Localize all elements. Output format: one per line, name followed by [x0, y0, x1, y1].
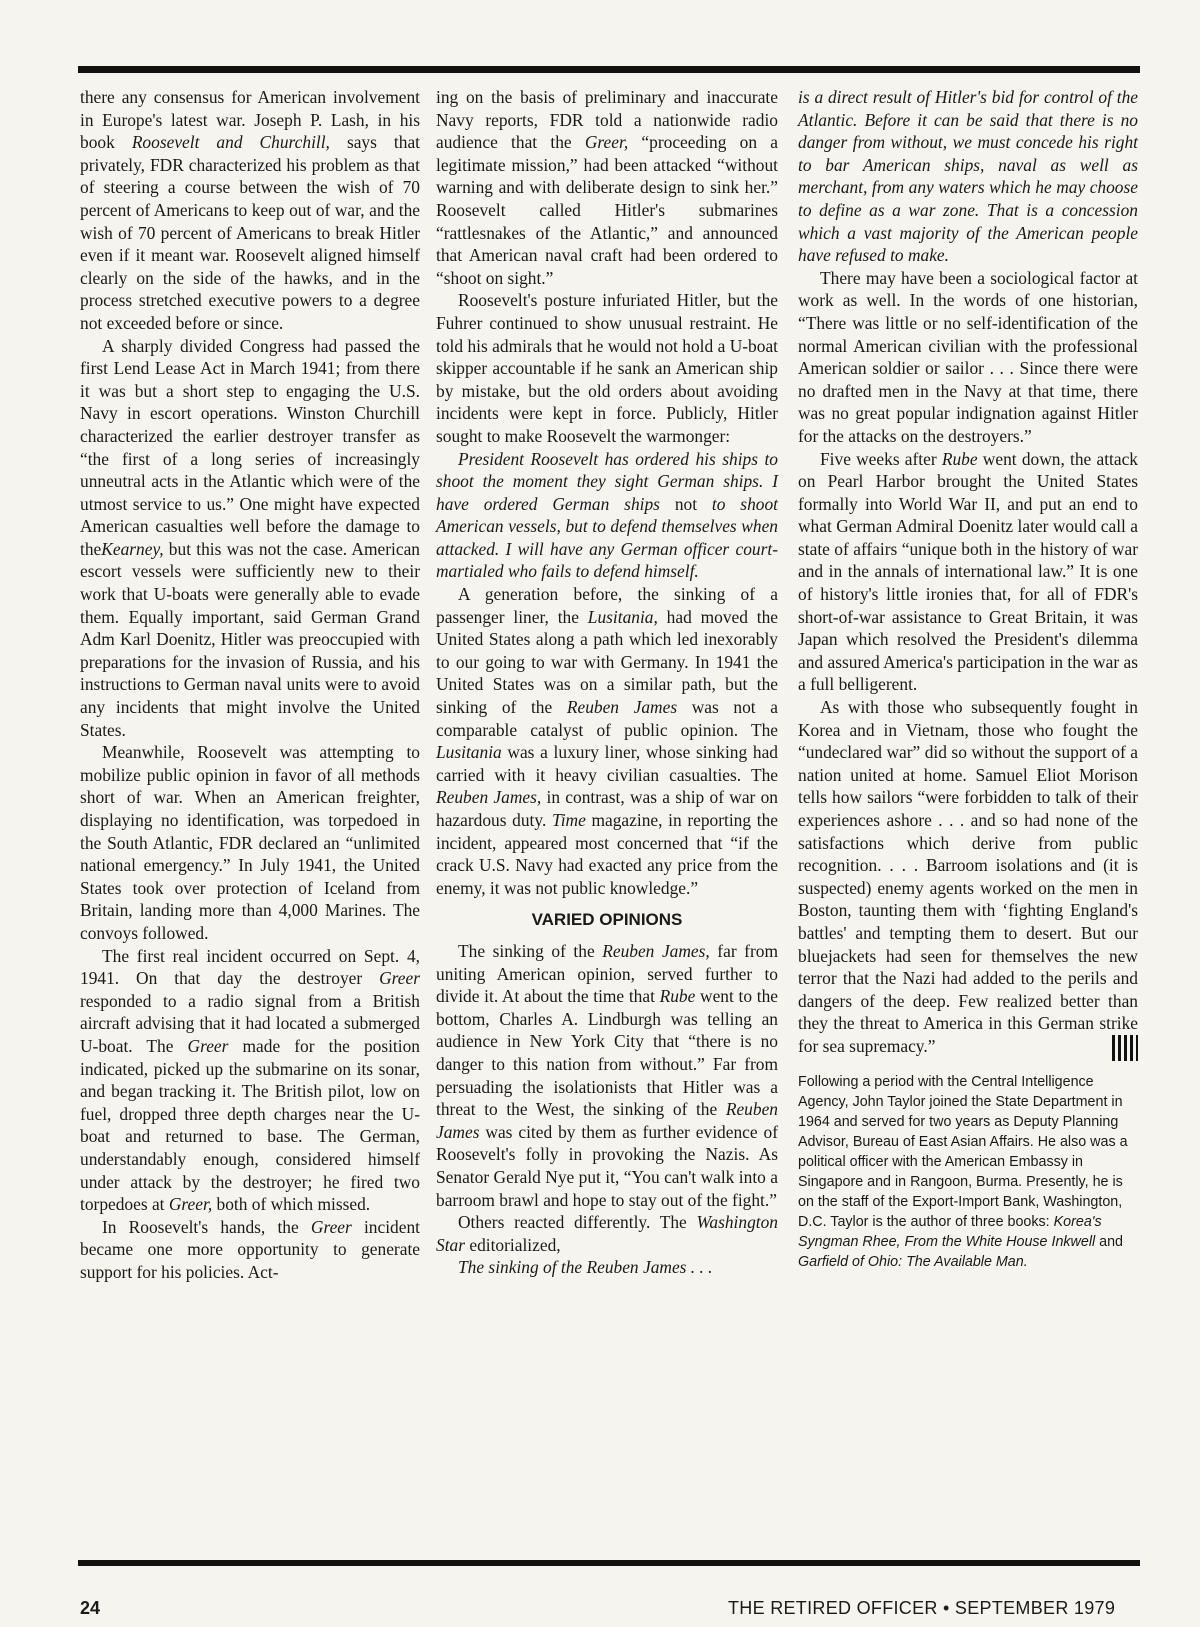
paragraph: A generation before, the sinking of a passenger liner, the Lusitania, had moved the United States along a path which led inexorably to our going to war with Germany. In 1941 the United States was on a similar path, but the sinking of the Reuben James was not a comparable catalyst of public opinion. The Lusitania was a luxury liner, whose sinking had carried with it heavy civilian casualties. The Reuben James, in contrast, was a ship of war on hazardous duty. Time magazine, in reporting the incident, appeared most concerned that “if the crack U.S. Navy had exacted any price from the enemy, it was not public knowledge.” [436, 584, 778, 898]
paragraph: The sinking of the Reuben James, far from uniting American opinion, served further to divide it. At about the time that Rube went to the bottom, Charles A. Lindburgh was telling an audience in New York City that “there is no danger to this nation from without.” Far from persuading the isolationists that Hitler was a threat to the West, the sinking of the Reuben James was cited by them as further evidence of Roosevelt's folly in provoking the Nazis. As Senator Gerald Nye put it, “You can't walk into a barroom brawl and hope to stay out of the fight.” [436, 940, 778, 1210]
paragraph: Five weeks after Rube went down, the attack on Pearl Harbor brought the United States formally into World War II, and put an end to what German Admiral Doenitz later would call a state of affairs “unique both in the history of war and in the annals of international law.” It is one of history's little ironies that, for all of FDR's short-of-war assistance to Great Britain, it was Japan which resolved the President's dilemma and assured America's participation in the war as a full belligerent. [798, 448, 1138, 695]
paragraph: The first real incident occurred on Sept. 4, 1941. On that day the destroyer Greer responded to a radio signal from a British aircraft advising that it had located a submerged U-boat. The Greer made for the position indicated, picked up the submarine on its sonar, and began tracking it. The British pilot, low on fuel, dropped three depth charges near the U-boat and returned to base. The German, understandably enough, considered himself under attack by the destroyer; he fired two torpedoes at Greer, both of which missed. [80, 945, 420, 1215]
paragraph: there any consensus for American involvement in Europe's latest war. Joseph P. Lash, in his book Roosevelt and Churchill, says that privately, FDR characterized his problem as that of steering a course between the wish of 70 percent of Americans to keep out of war, and the wish of 70 percent of Americans to break Hitler even if it meant war. Roosevelt aligned himself clearly on the side of the hawks, and in the process stretched executive powers to a degree not exceeded before or since. [80, 87, 420, 333]
paragraph: ing on the basis of preliminary and inaccurate Navy reports, FDR told a nationwide radio audience that the Greer, “proceeding on a legitimate mission,” had been attacked “without warning and with deliberate design to sink her.” Roosevelt called Hitler's submarines “rattlesnakes of the Atlantic,” and announced that American naval craft had been ordered to “shoot on sight.” [436, 87, 778, 288]
section-subhead: VARIED OPINIONS [531, 910, 683, 930]
block-quote: The sinking of the Reuben James . . . [458, 1257, 713, 1278]
page-number: 24 [80, 1598, 101, 1618]
paragraph: As with those who subsequently fought in Korea and in Vietnam, those who fought the “undeclared war” did so without the support of a nation united at home. Samuel Eliot Morison tells how sailors “were forbidden to talk of their experiences ashore . . . and so had none of the satisfactions which derive from public recognition. . . . Barroom isolations and (it is suspected) enemy agents worked on the men in Boston, taunting them with ‘fighting England's battles' and tempting them to desert. But our bluejackets had seen for themselves the new terror that the Nazi had added to the perils and dangers of the deep. Few realized better than they the threat to America in this German strike for sea supremacy.” [798, 696, 1138, 1058]
article-column-3 [798, 86, 1138, 1272]
block-quote: is a direct result of Hitler's bid for control of the Atlantic. Before it can be said that there is no danger from without, we must concede his right to bar American ships, naval as well as merchant, from any waters which he may choose to define as a war zone. That is a concession which a vast majority of the American people have refused to make. [798, 87, 1138, 266]
author-bio: Following a period with the Central Intelligence Agency, John Taylor joined the State Department in 1964 and served for two years as Deputy Planning Advisor, Bureau of East Asian Affairs. He also was a political officer with the American Embassy in Singapore and in Rangoon, Burma. Presently, he is on the staff of the Export-Import Bank, Washington, D.C. Taylor is the author of three books: Korea's Syngman Rhee, From the White House Inkwell and Garfield of Ohio: The Available Man. [798, 1073, 1128, 1270]
article-column-2 [436, 86, 778, 1279]
bottom-rule [78, 1560, 1140, 1566]
article-column-1 [80, 86, 420, 1283]
end-mark-icon [1112, 1035, 1138, 1061]
paragraph: Meanwhile, Roosevelt was attempting to mobilize public opinion in favor of all methods short of war. When an American freighter, displaying no identification, was torpedoed in the South Atlantic, FDR declared an “unlimited national emergency.” In July 1941, the United States took over protection of Iceland from Britain, landing more than 4,000 Marines. The convoys followed. [80, 742, 420, 943]
block-quote: President Roosevelt has ordered his ships to shoot the moment they sight German ships. I have ordered German ships not to shoot American vessels, but to defend themselves when attacked. I will have any German officer court-martialed who fails to defend himself. [436, 448, 778, 582]
paragraph: Others reacted differently. The Washington Star editorialized, [436, 1212, 778, 1255]
paragraph: Roosevelt's posture infuriated Hitler, but the Fuhrer continued to show unusual restraint. He told his admirals that he would not hold a U-boat skipper accountable if he sank an American ship by mistake, but the old orders about avoiding incidents were kept in force. Publicly, Hitler sought to make Roosevelt the warmonger: [436, 290, 778, 446]
publication-footer: THE RETIRED OFFICER • SEPTEMBER 1979 [728, 1598, 1116, 1618]
paragraph: A sharply divided Congress had passed the first Lend Lease Act in March 1941; from there it was but a short step to engaging the U.S. Navy in escort operations. Winston Churchill characterized the earlier destroyer transfer as “the first of a long series of increasingly unneutral acts in the Atlantic which were of the utmost service to us.” One might have expected American casualties well before the damage to theKearney, but this was not the case. American escort vessels were sufficiently new to their work that U-boats were generally able to evade them. Equally important, said German Grand Adm Karl Doenitz, Hitler was preoccupied with preparations for the invasion of Russia, and his instructions to German naval units were to avoid any incidents that might involve the United States. [80, 335, 420, 740]
paragraph: In Roosevelt's hands, the Greer incident became one more opportunity to generate support for his policies. Act- [80, 1216, 420, 1282]
top-rule [78, 66, 1140, 73]
paragraph: There may have been a sociological factor at work as well. In the words of one historian, “There was little or no self-identification of the normal American civilian with the professional American soldier or sailor . . . Since there were no drafted men in the Navy at that time, there was no great popular indignation against Hitler for the attacks on the destroyers.” [798, 267, 1138, 446]
